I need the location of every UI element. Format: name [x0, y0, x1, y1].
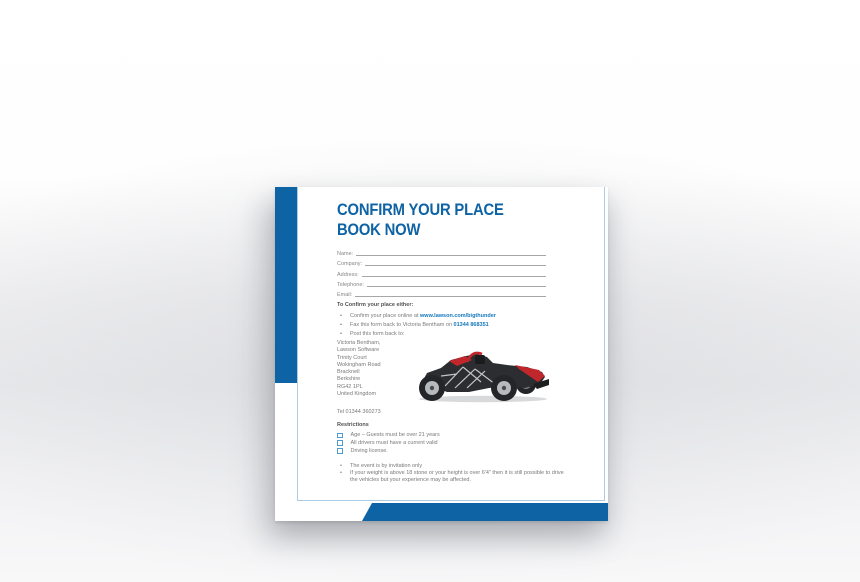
restriction-note-text: The event is by invitation only	[350, 462, 423, 469]
confirm-option-link[interactable]: 01344 868351	[453, 321, 489, 328]
bullet-icon: •	[340, 470, 342, 477]
confirm-option-prefix: Post this form back to:	[350, 330, 405, 337]
form-field-label: Email:	[337, 292, 353, 299]
form-field-write-line[interactable]	[365, 265, 546, 266]
form-field-write-line[interactable]	[356, 255, 546, 256]
restrictions-checklist	[337, 432, 577, 455]
page-title-line2: BOOK NOW	[337, 219, 421, 239]
confirm-option-prefix: Fax this form back to Victoria Bentham on	[350, 321, 454, 328]
confirm-section-title: To Confirm your place either:	[337, 302, 414, 308]
page-title-line1: CONFIRM YOUR PLACE	[337, 200, 504, 219]
restriction-note-text: If your weight is above 18 stone or your height is over 6'4" then it is still possible to drive the vehicles but your experience may be affected.	[350, 470, 564, 484]
checkbox[interactable]	[337, 433, 343, 439]
bullet-icon: •	[340, 313, 342, 319]
confirm-section	[337, 302, 577, 338]
restrictions-notes	[337, 463, 571, 485]
confirm-option-text	[350, 312, 496, 321]
restrictions-section	[337, 422, 577, 485]
postal-address-line: Wokingham Road	[337, 361, 381, 368]
postal-address-line: Bracknell	[337, 369, 360, 376]
postal-address-line: United Kingdom	[337, 391, 377, 398]
footer-blue-stripe	[275, 503, 608, 521]
headrest	[475, 355, 485, 364]
form-field-row	[337, 258, 546, 268]
confirm-option	[337, 330, 577, 339]
restriction-note	[337, 470, 571, 485]
restriction-check-label: Driving license.	[350, 447, 388, 454]
bullet-icon: •	[340, 321, 342, 328]
booking-form-page	[275, 187, 608, 521]
restriction-check-row	[337, 432, 577, 440]
confirm-option-link[interactable]: www.lawson.com/bigthunder	[420, 313, 496, 319]
left-blue-bar	[275, 187, 298, 383]
confirm-option-text	[350, 321, 489, 330]
confirm-option	[337, 321, 577, 330]
checkbox[interactable]	[337, 448, 343, 454]
confirm-options-list	[337, 312, 577, 338]
bullet-icon: •	[340, 462, 342, 469]
telephone-line: Tel 01344 360273	[337, 409, 381, 415]
postal-address-block	[337, 340, 381, 398]
form-field-label: Company:	[337, 261, 363, 268]
restriction-check-label: Age – Guests must be over 21 years	[350, 432, 440, 439]
postal-address-line: RG42 1PL	[337, 383, 363, 390]
checkbox[interactable]	[337, 440, 343, 446]
confirm-option	[337, 312, 577, 321]
form-field-label: Address:	[337, 271, 359, 278]
page-title	[337, 200, 528, 239]
postal-address-line: Victoria Bentham,	[337, 340, 381, 346]
bullet-icon: •	[340, 330, 342, 337]
form-field-label: Name:	[337, 250, 354, 257]
form-field-label: Telephone:	[337, 282, 364, 289]
restriction-check-row	[337, 439, 577, 447]
postal-address-line: Trinity Court	[337, 354, 367, 361]
form-field-row	[337, 279, 546, 289]
form-field-write-line[interactable]	[355, 296, 546, 297]
sports-car-image	[411, 348, 549, 404]
postal-address-line: Berkshire	[337, 376, 361, 383]
confirm-option-prefix: Confirm your place online at	[350, 313, 421, 319]
postal-address-line: Lawson Software	[337, 347, 380, 354]
form-field-row	[337, 269, 546, 279]
form-field-write-line[interactable]	[367, 286, 546, 287]
form-field-row	[337, 248, 546, 258]
restriction-note	[337, 463, 571, 470]
restrictions-title: Restrictions	[337, 422, 369, 428]
contact-form	[337, 248, 546, 300]
form-field-write-line[interactable]	[362, 276, 546, 277]
restriction-check-label: All drivers must have a current valid	[350, 440, 438, 447]
confirm-option-text	[350, 330, 404, 339]
restriction-check-row	[337, 447, 577, 455]
form-field-row	[337, 290, 546, 300]
